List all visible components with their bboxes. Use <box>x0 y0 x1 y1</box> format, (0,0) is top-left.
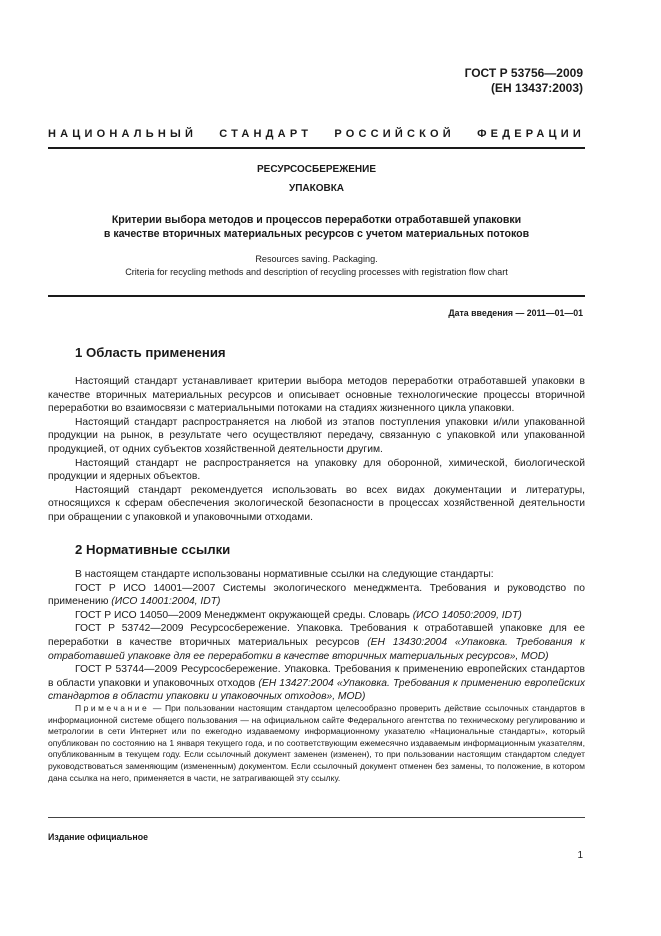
reference-item <box>48 622 585 663</box>
reference-equivalent: (ИСО 14050:2009, IDT) <box>412 609 522 621</box>
page-number: 1 <box>577 850 583 861</box>
reference-text: ГОСТ Р 53744—2009 Ресурсосбережение. Упаковка. Требования к применению европейских стандартов в области упаковки и упаковочных отходов <box>48 664 585 689</box>
standard-code: ГОСТ Р 53756—2009 <box>464 66 583 80</box>
reference-equivalent: (ЕН 13427:2004 «Упаковка. Требования к применению европейских стандартов в области упаковки и упаковочных отходов», MOD) <box>48 677 585 703</box>
official-edition-label: Издание официальное <box>48 832 148 842</box>
en-code: (ЕН 13437:2003) <box>490 81 583 95</box>
title-line2: УПАКОВКА <box>288 183 345 194</box>
english-line2: Criteria for recycling methods and description of recycling processes with registration flow chart <box>125 267 508 277</box>
section1-paragraphs <box>48 375 585 525</box>
banner-word: РОССИЙСКОЙ <box>334 128 455 140</box>
section1-paragraph: Настоящий стандарт рекомендуется использовать во всех видах документации и литературы, относящихся к сферам обеспечения экологической безопасности в процессах хозяйственной деятельности при обращении с упаковкой и упаковочными отходами. <box>48 484 585 523</box>
banner-word: ФЕДЕРАЦИИ <box>477 128 585 140</box>
subtitle-line1: Критерии выбора методов и процессов переработки отработавшей упаковки <box>111 214 522 226</box>
section1-heading: 1 Область применения <box>75 345 226 360</box>
reference-text: ГОСТ Р 53742—2009 Ресурсосбережение. Упаковка. Требования к отработавшей упаковке для ее переработки в качестве вторичных материальных ресурсов <box>48 623 585 648</box>
banner-word: НАЦИОНАЛЬНЫЙ <box>48 128 198 140</box>
section2-intro: В настоящем стандарте использованы нормативные ссылки на следующие стандарты: <box>75 569 494 580</box>
section2-body <box>48 568 585 704</box>
national-standard-banner <box>48 128 585 140</box>
banner-rule <box>48 147 585 149</box>
section1-paragraph: Настоящий стандарт распространяется на любой из этапов поступления упаковки и/или упакованной продукции на рынок, в результате чего осуществляют передачу, связанную с упаковкой или упакованной продукцией, от одних субъектов хозяйственной деятельности другим. <box>48 416 585 455</box>
note-text: — При пользовании настоящим стандартом целесообразно проверить действие ссылочных стандартов в информационной системе общего пользования — на официальном сайте Федерального агентства по техническому регулированию и метрологии в сети Интернет или по ежегодно издаваемому информационному указателю «Национальные стандарты», который опубликован по состоянию на 1 января текущего года, и по соответствующим ежемесячно издаваемым информационным указателям, опубликованным в текущем году. Если ссылочный документ заменен (изменен), то при пользовании настоящим стандартом следует руководствоваться заменяющим (измененным) документом. Если ссылочный документ отменен без замены, то положение, в котором дана ссылка на него, применяется в части, не затрагивающей эту ссылку. <box>48 703 585 783</box>
introduction-date: Дата введения — 2011—01—01 <box>448 308 583 318</box>
subtitle-line2: в качестве вторичных материальных ресурсов с учетом материальных потоков <box>103 228 530 240</box>
title-rule <box>48 295 585 297</box>
note-label: Примечание <box>75 703 150 713</box>
note-paragraph <box>48 703 585 784</box>
reference-text: ГОСТ Р ИСО 14050—2009 Менеджмент окружающей среды. Словарь <box>75 609 413 621</box>
banner-word: СТАНДАРТ <box>219 128 313 140</box>
title-line1: РЕСУРСОСБЕРЕЖЕНИЕ <box>256 164 377 175</box>
english-line1: Resources saving. Packaging. <box>255 254 378 264</box>
subtitle <box>48 213 585 241</box>
reference-item <box>48 663 585 704</box>
reference-item <box>48 609 585 623</box>
section1-paragraph: Настоящий стандарт устанавливает критерии выбора методов переработки отработавшей упаковки в качестве вторичных материальных ресурсов и описывает основные технологические процессы вторичной переработки во взаимосвязи с материальными потоками на стадиях жизненного цикла упаковки. <box>48 376 585 415</box>
english-title <box>48 253 585 279</box>
reference-equivalent: (ИСО 14001:2004, IDT) <box>111 596 221 608</box>
reference-text: ГОСТ Р ИСО 14001—2007 Системы экологического менеджмента. Требования и руководство по применению <box>48 582 585 608</box>
footer-rule <box>48 817 585 818</box>
section2-heading: 2 Нормативные ссылки <box>75 542 231 557</box>
note-block <box>48 703 585 784</box>
section1-paragraph: Настоящий стандарт не распространяется на упаковку для оборонной, химической, биологической продукции и ядерных объектов. <box>48 457 585 483</box>
reference-item <box>48 582 585 609</box>
reference-equivalent: (ЕН 13430:2004 «Упаковка. Требования к отработавшей упаковке для ее переработки в качестве вторичных материальных ресурсов», MOD) <box>48 636 585 662</box>
